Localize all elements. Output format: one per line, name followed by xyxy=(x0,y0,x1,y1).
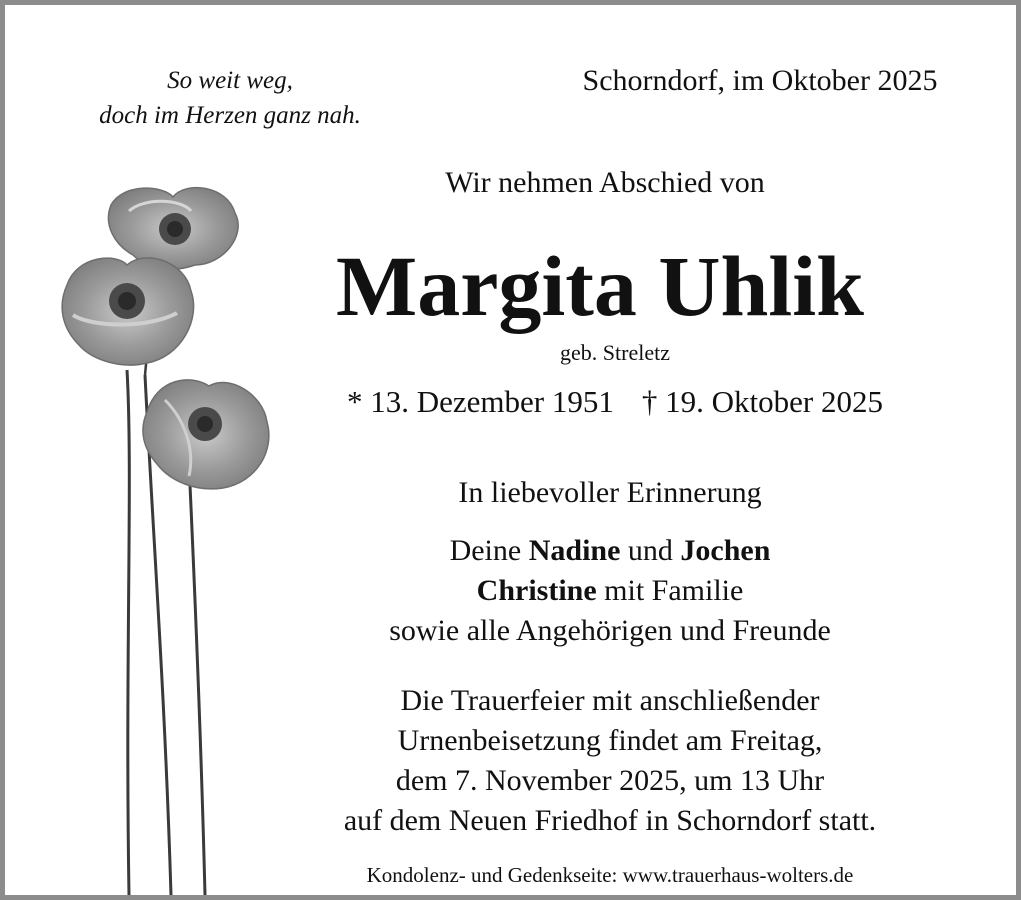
service-line-2: Urnenbeisetzung findet am Freitag, xyxy=(397,724,823,757)
funeral-service-info xyxy=(255,681,965,841)
mourners-family-suffix: mit Familie xyxy=(596,574,744,607)
motto xyxy=(45,63,415,133)
poppy-flowers-icon xyxy=(45,175,285,895)
mourners xyxy=(295,531,925,651)
place-date: Schorndorf, im Oktober 2025 xyxy=(582,64,938,97)
mourners-conjunction: und xyxy=(620,534,681,567)
remembrance-text: In liebevoller Erinnerung xyxy=(458,476,762,509)
condolence-website: Kondolenz- und Gedenkseite: www.trauerhaus-wolters.de xyxy=(366,863,854,887)
motto-line-2: doch im Herzen ganz nah. xyxy=(99,102,361,129)
mourners-line-2 xyxy=(295,571,925,611)
maiden-name: geb. Streletz xyxy=(560,340,670,365)
death-date: † 19. Oktober 2025 xyxy=(641,384,883,419)
mourner-name-nadine: Nadine xyxy=(528,534,621,567)
motto-line-1: So weit weg, xyxy=(167,67,293,94)
birth-date: * 13. Dezember 1951 xyxy=(347,384,614,419)
life-dates xyxy=(275,381,955,423)
deceased-name: Margita Uhlik xyxy=(336,238,864,334)
service-line-3: dem 7. November 2025, um 13 Uhr xyxy=(395,764,825,797)
service-line-4: auf dem Neuen Friedhof in Schorndorf statt. xyxy=(343,804,877,837)
mourner-name-jochen: Jochen xyxy=(680,534,771,567)
intro-text: Wir nehmen Abschied von xyxy=(445,166,765,199)
mourners-line-1 xyxy=(295,531,925,571)
mourners-line-3: sowie alle Angehörigen und Freunde xyxy=(389,614,831,647)
service-line-1: Die Trauerfeier mit anschließender xyxy=(400,684,820,717)
mourners-prefix: Deine xyxy=(449,534,529,567)
mourner-name-christine: Christine xyxy=(476,574,597,607)
